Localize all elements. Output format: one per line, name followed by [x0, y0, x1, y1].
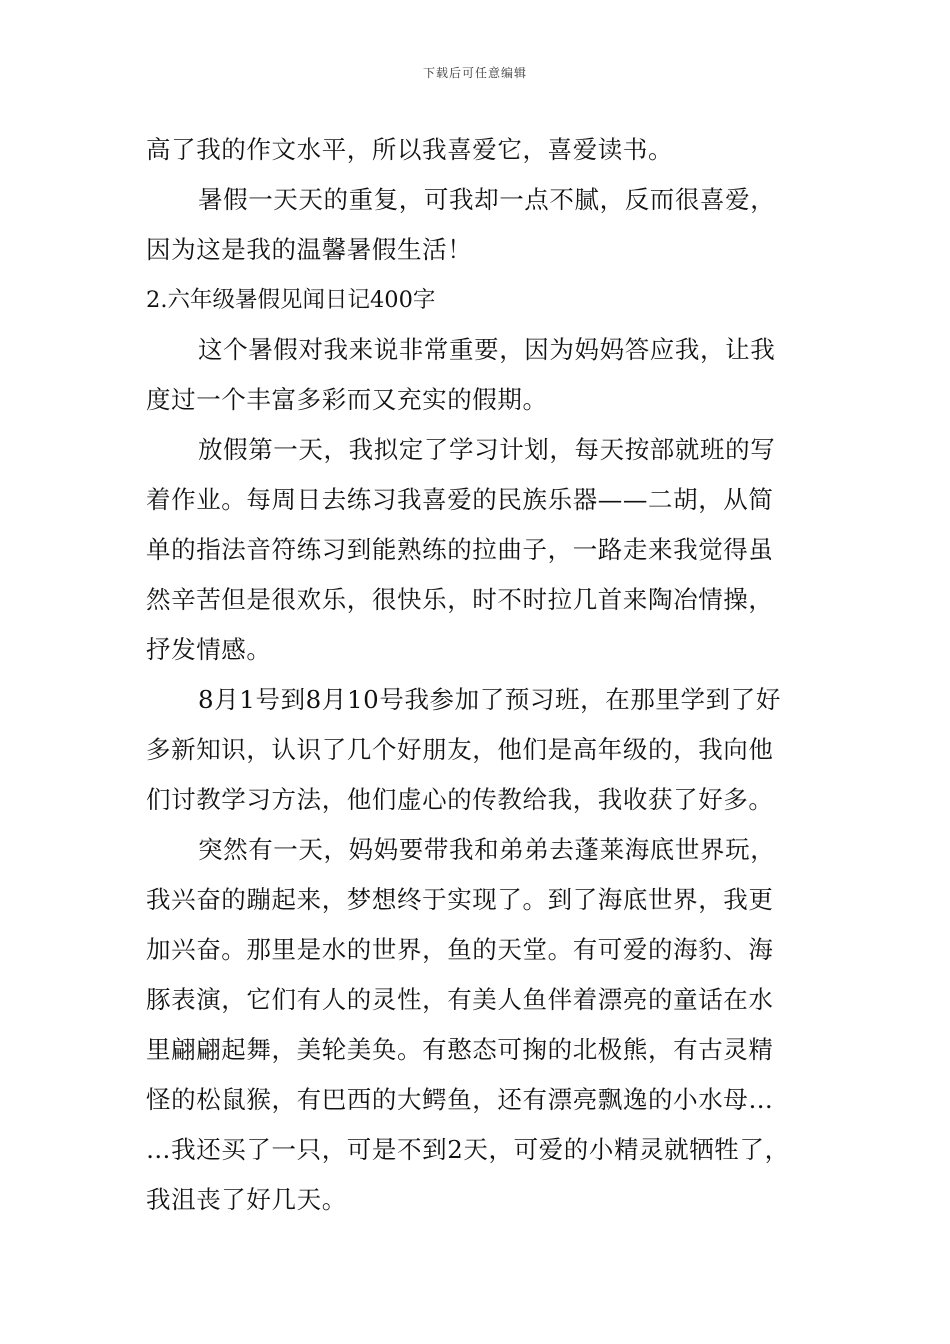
text-line: 度过一个丰富多彩而又充实的假期。	[146, 385, 548, 414]
text-line: …我还买了一只，可是不到2天，可爱的小精灵就牺牲了，	[146, 1135, 790, 1164]
text-line: 放假第一天，我拟定了学习计划，每天按部就班的写	[198, 435, 776, 464]
text-line: 着作业。每周日去练习我喜爱的民族乐器——二胡，从简	[146, 485, 774, 514]
text-line: 暑假一天天的重复，可我却一点不腻，反而很喜爱，	[198, 185, 776, 214]
text-line: 我兴奋的蹦起来，梦想终于实现了。到了海底世界，我更	[146, 885, 774, 914]
document-body	[146, 128, 808, 1228]
text-line: 因为这是我的温馨暑假生活！	[146, 235, 473, 264]
text-line: 豚表演，它们有人的灵性，有美人鱼伴着漂亮的童话在水	[146, 985, 774, 1014]
text-line: 我沮丧了好几天。	[146, 1185, 347, 1214]
text-line: 怪的松鼠猴，有巴西的大鳄鱼，还有漂亮飘逸的小水母…	[146, 1085, 774, 1114]
text-line: 抒发情感。	[146, 635, 272, 664]
text-line: 突然有一天，妈妈要带我和弟弟去蓬莱海底世界玩，	[198, 835, 776, 864]
text-line: 8月1号到8月10号我参加了预习班，在那里学到了好	[198, 685, 781, 714]
text-line: 这个暑假对我来说非常重要，因为妈妈答应我，让我	[198, 335, 776, 364]
text-line: 然辛苦但是很欢乐，很快乐，时不时拉几首来陶冶情操，	[146, 585, 774, 614]
page-header-note: 下载后可任意编辑	[422, 66, 527, 80]
text-line: 高了我的作文水平，所以我喜爱它，喜爱读书。	[146, 135, 674, 164]
text-line: 们讨教学习方法，他们虚心的传教给我，我收获了好多。	[146, 785, 774, 814]
section-heading: 2.六年级暑假见闻日记400字	[146, 287, 436, 313]
text-line: 里翩翩起舞，美轮美奂。有憨态可掬的北极熊，有古灵精	[146, 1035, 774, 1064]
text-line: 加兴奋。那里是水的世界，鱼的天堂。有可爱的海豹、海	[146, 935, 774, 964]
text-line: 单的指法音符练习到能熟练的拉曲子，一路走来我觉得虽	[146, 535, 774, 564]
text-line: 多新知识，认识了几个好朋友，他们是高年级的，我向他	[146, 735, 774, 764]
